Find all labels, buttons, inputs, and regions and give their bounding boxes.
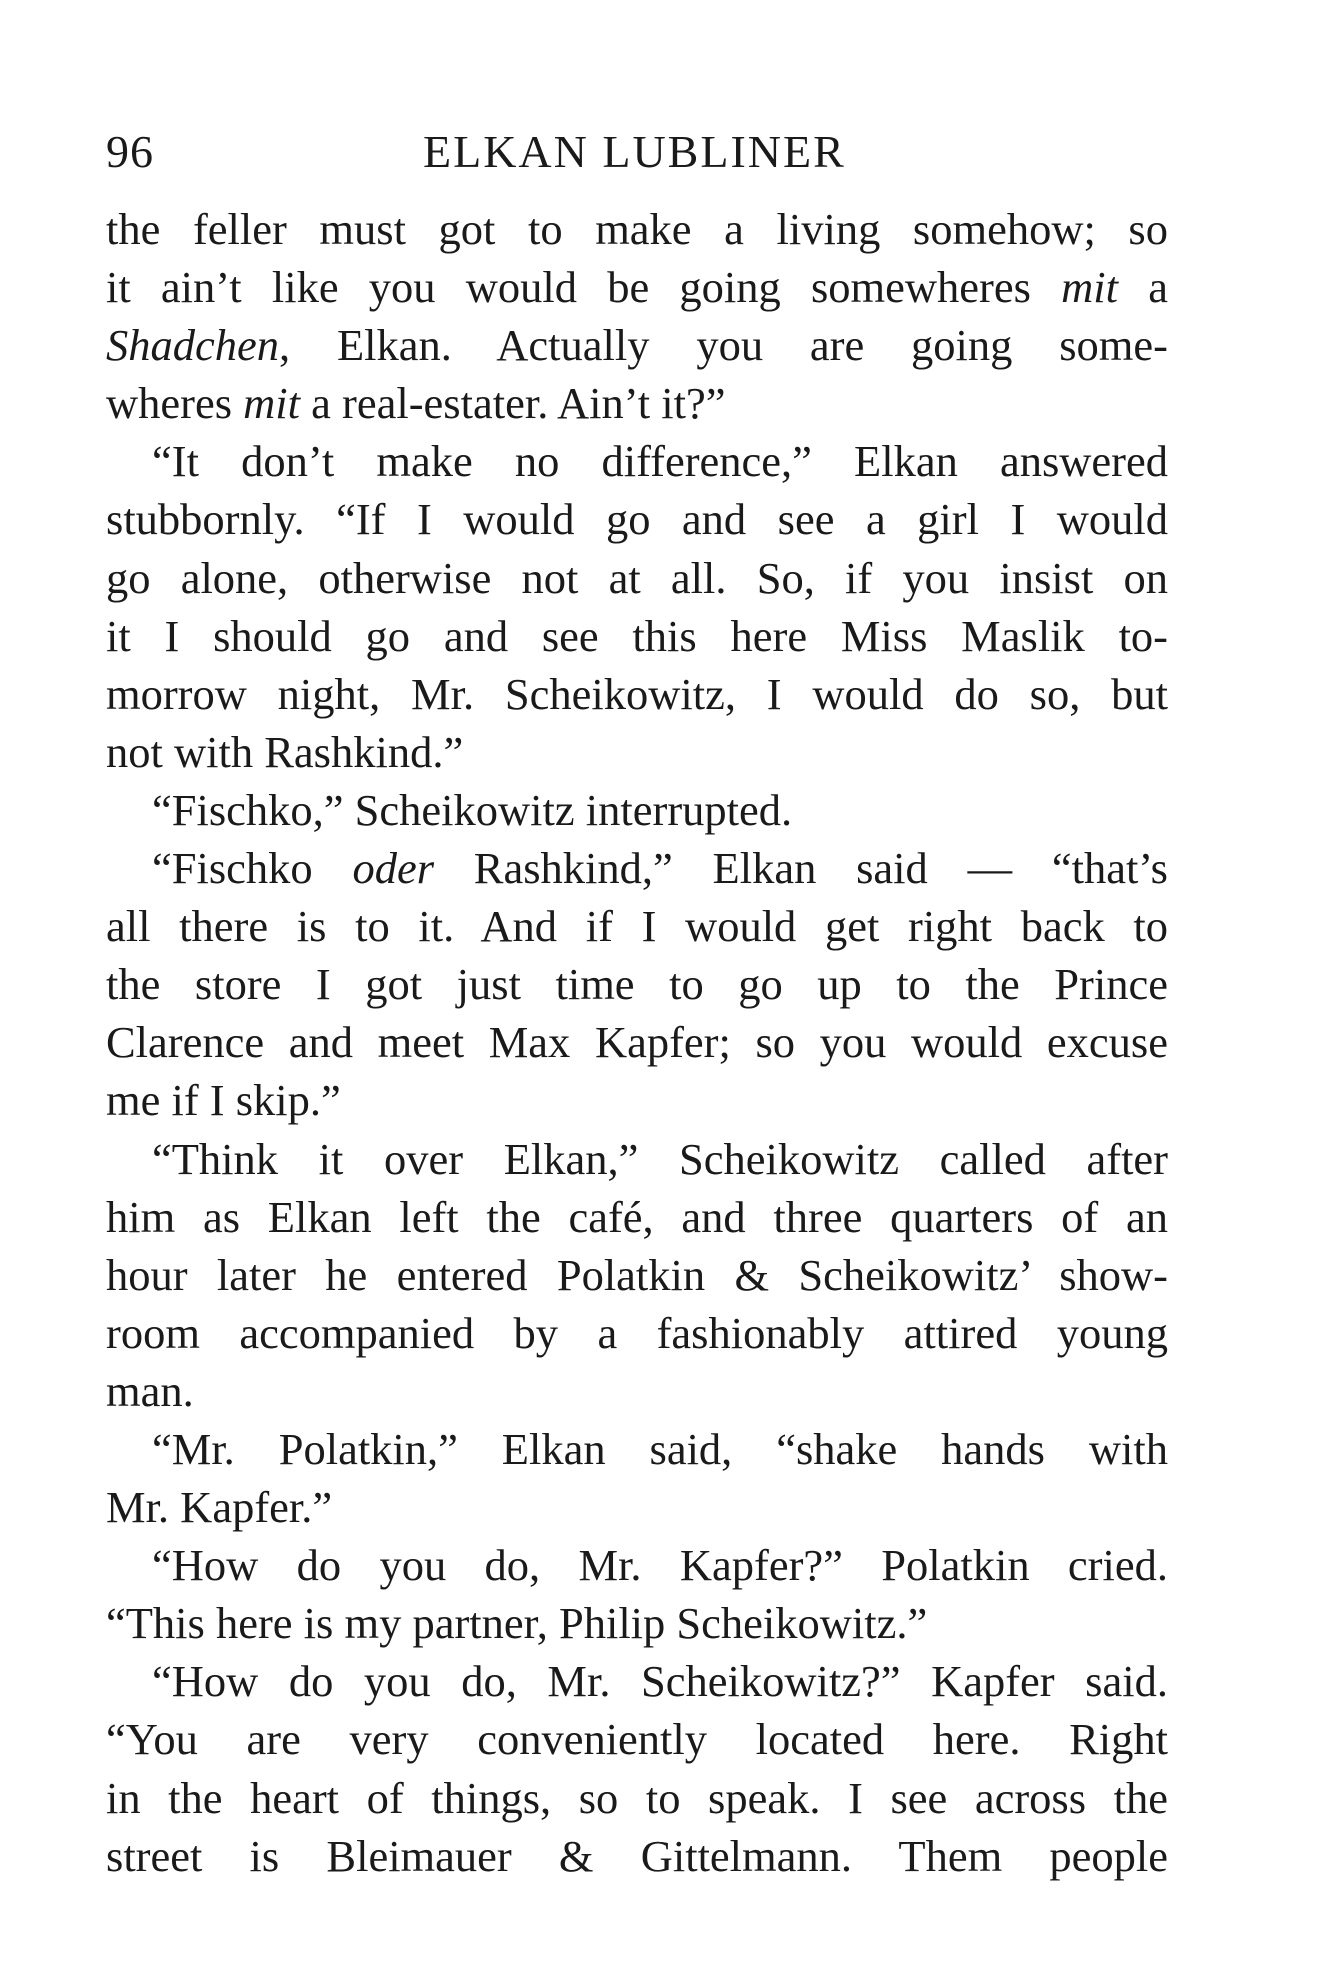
text-line: the store I got just time to go up to the Prince <box>106 959 1168 1010</box>
text-line: room accompanied by a fashionably attired young <box>106 1307 1168 1358</box>
text-line: “It don’t make no difference,” Elkan answered <box>152 436 1168 487</box>
page-number: 96 <box>106 126 154 177</box>
italic-word: mit <box>243 378 301 429</box>
text-line: the feller must got to make a living somehow; so <box>106 204 1168 254</box>
text-line: “How do you do, Mr. Scheikowitz?” Kapfer said. <box>152 1656 1168 1707</box>
text-line: morrow night, Mr. Scheikowitz, I would do so, but <box>106 668 1168 719</box>
text-line: all there is to it. And if I would get right back to <box>106 901 1168 952</box>
text-run: it ain’t like you would be going somewheres <box>106 262 1062 313</box>
text-line: “Think it over Elkan,” Scheikowitz called after <box>152 1133 1168 1184</box>
text-line: “Mr. Polatkin,” Elkan said, “shake hands with <box>152 1423 1168 1474</box>
text-line: street is Bleimauer & Gittelmann. Them people <box>106 1830 1168 1881</box>
book-title: ELKAN LUBLINER <box>423 126 846 177</box>
italic-word: mit <box>1061 262 1119 313</box>
text-line: stubbornly. “If I would go and see a girl I would <box>106 494 1168 545</box>
text-line: “You are very conveniently located here. Right <box>106 1714 1168 1765</box>
text-line: “This here is my partner, Philip Scheikowitz.” <box>106 1598 928 1649</box>
text-line <box>106 316 1168 374</box>
text-run: a real-estater. Ain’t it?” <box>300 378 726 429</box>
text-run: Rashkind,” Elkan said — “that’s <box>434 843 1168 894</box>
italic-word: Shadchen <box>106 320 280 371</box>
text-line: Clarence and meet Max Kapfer; so you would excuse <box>106 1017 1168 1068</box>
text-line: “Fischko,” Scheikowitz interrupted. <box>152 784 793 835</box>
text-run: , Elkan. Actually you are going some- <box>279 320 1168 371</box>
text-line <box>106 374 1168 432</box>
text-line: him as Elkan left the café, and three quarters of an <box>106 1191 1168 1242</box>
body-text <box>106 200 1168 1885</box>
italic-word: oder <box>352 843 435 894</box>
text-line: Mr. Kapfer.” <box>106 1482 333 1533</box>
text-line: hour later he entered Polatkin & Scheikowitz’ show- <box>106 1249 1168 1300</box>
text-line: “How do you do, Mr. Kapfer?” Polatkin cried. <box>152 1540 1168 1591</box>
text-run: “Fischko <box>152 843 353 894</box>
text-line: me if I skip.” <box>106 1075 341 1126</box>
text-line: not with Rashkind.” <box>106 726 464 777</box>
text-run: a <box>1118 262 1168 313</box>
text-line: in the heart of things, so to speak. I see across the <box>106 1772 1168 1823</box>
text-line: it I should go and see this here Miss Maslik to- <box>106 610 1168 661</box>
running-head <box>106 122 1166 182</box>
text-line <box>106 839 1168 897</box>
text-line: go alone, otherwise not at all. So, if you insist on <box>106 552 1168 603</box>
text-line: man. <box>106 1365 194 1416</box>
text-line <box>106 258 1168 316</box>
text-run: wheres <box>106 378 244 429</box>
